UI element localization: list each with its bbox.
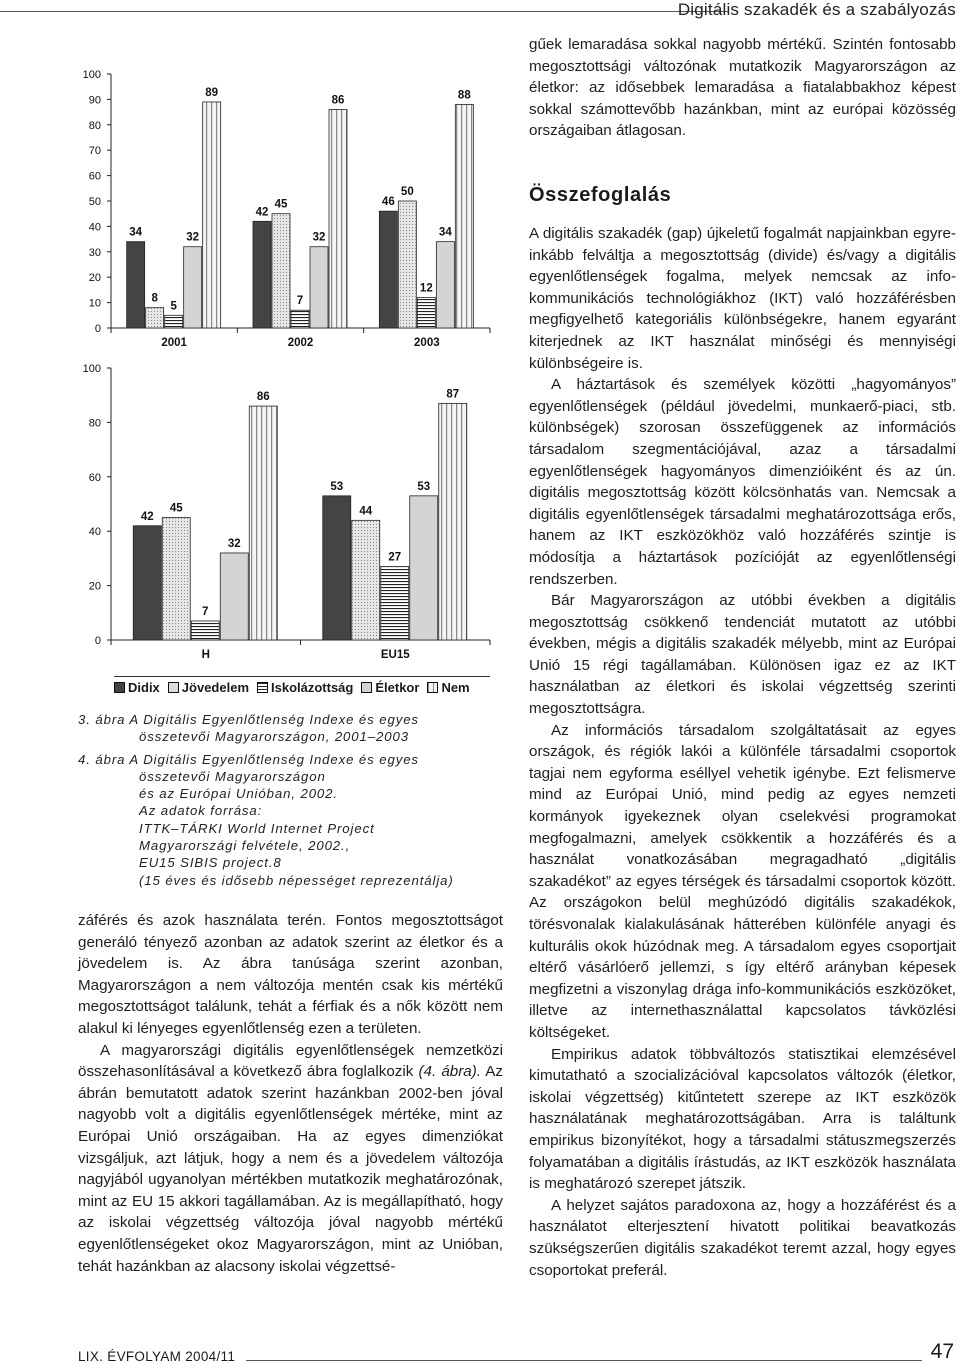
bar-value-label: 7 xyxy=(296,295,304,308)
section-title: Összefoglalás xyxy=(529,184,672,206)
group-label: 2003 xyxy=(414,337,440,349)
bar xyxy=(455,104,473,328)
y-tick-label: 60 xyxy=(88,471,101,484)
y-tick-label: 40 xyxy=(88,526,101,539)
figure-caption xyxy=(78,711,498,889)
caption-line: EU15 SIBIS project.8 xyxy=(139,855,282,871)
bar xyxy=(253,221,271,328)
page-number: 47 xyxy=(930,1340,954,1363)
bar xyxy=(146,308,164,328)
legend-swatch-iskolazottsag xyxy=(257,682,268,693)
bar-value-label: 27 xyxy=(388,551,402,564)
bar-value-label: 32 xyxy=(227,537,241,550)
right-text-column xyxy=(529,223,956,1281)
paragraph: A helyzet sajátos paradoxona az, hogy a hozzáférést és a használatot elterjesztení hivatott politikai beavatkozás szükségszerűen digitális szakadékot teremt azzal, hogy egyes csoportokat preferál. xyxy=(529,1196,956,1279)
bar xyxy=(249,406,277,640)
paragraph: Empirikus adatok többváltozós statisztikai elemzésével kimutatható a szocializációval kapcsolatos változók (életkor, iskolai végzettség) kitűntetett szerepe az IKT eszközök használatának meghatározottságában. Arra is találtunk empirikus bizonyítékot, hogy a társadalmi státuszmegszerzés folyamatában a digitális írástudás, az IKT eszközök használata is meghatározó szerepet játszik. xyxy=(529,1045,956,1193)
bar-value-label: 12 xyxy=(419,282,433,295)
bar-value-label: 8 xyxy=(151,292,158,305)
left-text-column xyxy=(78,910,503,1277)
paragraph: A digitális szakadék (gap) újkeletű fogalmát napjainkban egyre-inkább felváltja a megosztottság (divide) és/vagy a digitális egyenlőtlenségek fogalma, melyek nemcsak az info-kommunikációs technológiákhoz (IKT) való hozzáférésben megfigyelhető kategoriális különbségekre, hanem egyaránt kiterjednek az IKT használat minőségi és mennyiségi különbségeire is. xyxy=(529,225,956,372)
y-tick-label: 10 xyxy=(88,297,101,310)
bar xyxy=(127,242,145,328)
caption-line: ITTK–TÁRKI World Internet Project xyxy=(139,820,375,836)
group-label: H xyxy=(201,649,210,661)
bar-value-label: 44 xyxy=(359,505,373,518)
running-head-title: Digitális szakadék és a szabályozás xyxy=(677,0,956,19)
paragraph-text: Az ábrán bemutatott adatok szerint hazánkban 2002-ben jóval nagyobb volt a digitális egyenlőtlenségek mértéke, mint az Európai Unió országaiban. Ha az egyes dimenziókat vizsgáljuk, azt látjuk, hogy a nem és a jövedelem változója nagyjából ugyanolyan mértékben mutatkozik meghatározónak, mint az EU 15 akkori tagállamában. Az is megállapítható, hogy az iskolai végzettség változója jóval nagyobb mértékű egyenlőtlenségeket okoz Magyarországon, mint az Unióban, tehát hazánkban az alacsony iskolai végzettsé- xyxy=(78,1063,503,1275)
legend-item-nem xyxy=(427,680,469,695)
bar xyxy=(165,315,183,328)
bar-value-label: 32 xyxy=(186,231,200,244)
caption-line: 3. ábra A Digitális Egyenlőtlenség Indexe és egyes xyxy=(78,712,419,727)
y-tick-label: 0 xyxy=(94,323,101,335)
bar-value-label: 88 xyxy=(457,89,471,102)
y-tick-label: 100 xyxy=(82,69,101,81)
legend-label-nem: Nem xyxy=(441,679,470,695)
y-tick-label: 80 xyxy=(88,119,101,132)
bar xyxy=(329,110,347,328)
paragraph-text: A magyarországi digitális egyenlőtlenségek nemzetközi összehasonlításával a következő ábra foglalkozik xyxy=(78,1041,503,1081)
y-tick-label: 20 xyxy=(88,580,101,593)
figure-reference: (4. ábra). xyxy=(418,1063,481,1081)
running-head xyxy=(0,0,960,26)
y-tick-label: 60 xyxy=(88,170,101,183)
y-tick-label: 30 xyxy=(88,246,101,259)
bar xyxy=(417,298,435,328)
y-tick-label: 40 xyxy=(88,221,101,234)
bar xyxy=(291,310,309,328)
bar-value-label: 34 xyxy=(129,226,143,239)
legend-item-didix xyxy=(114,680,160,695)
bar-value-label: 42 xyxy=(255,206,269,219)
bar xyxy=(310,247,328,328)
caption-line: összetevői Magyarországon xyxy=(139,768,326,784)
bar-value-label: 86 xyxy=(331,94,345,107)
running-head-rule xyxy=(0,11,728,12)
legend-swatch-didix xyxy=(114,682,125,693)
caption-line: és az Európai Unióban, 2002. xyxy=(139,786,338,802)
bar xyxy=(381,567,409,640)
legend-swatch-nem xyxy=(427,682,438,693)
group-label: 2001 xyxy=(161,337,187,349)
bar xyxy=(398,201,416,328)
y-tick-label: 80 xyxy=(88,417,101,430)
figure-charts xyxy=(76,62,492,704)
bar xyxy=(379,211,397,328)
right-text-intro xyxy=(529,34,956,142)
legend-item-eletkor xyxy=(361,680,419,695)
bar-value-label: 7 xyxy=(202,605,209,618)
y-tick-label: 100 xyxy=(82,363,101,375)
bar-value-label: 86 xyxy=(256,391,270,404)
bar xyxy=(436,242,454,328)
paragraph: gűek lemaradása sokkal nagyobb mértékű. Szintén fontosabb megosztottsági változónak mutatkozik Magyarországon az életkor: az idősebbek lemaradása a fiatalabbakhoz képest sokkal számottevőbb hazánkban, mint az európai közösség országaiban átlagosan. xyxy=(529,36,956,140)
paragraph xyxy=(78,1040,503,1278)
bar xyxy=(184,247,202,328)
bar-value-label: 89 xyxy=(205,86,219,99)
bar-charts-svg xyxy=(76,62,492,704)
bar-value-label: 5 xyxy=(170,300,177,313)
bar xyxy=(439,403,467,640)
paragraph: záférés és azok használata terén. Fontos megosztottságot generáló tényező azonban az adatok szerint az életkor és a jövedelem is. Az ábra tanúsága szerint azonban, Magyarországon a nem változója mentén csak kis mértékű megosztottságot találunk, tehát a férfiak és a nők között nem alakul ki lényeges egyenlőtlenség ezen a területen. xyxy=(78,912,503,1037)
footer-journal: LIX. ÉVFOLYAM 2004/11 xyxy=(78,1349,236,1364)
caption-line: Az adatok forrása: xyxy=(139,803,263,819)
bar-value-label: 45 xyxy=(169,502,183,515)
legend-label-didix: Didix xyxy=(128,679,160,695)
legend-swatch-eletkor xyxy=(361,682,372,693)
paragraph: Az információs társadalom szolgáltatásait az egyes országok, és régiók lakói a különféle társadalmi csoportok tagjai nem egyforma eséllyel vehetik igénybe. Ezt felismerve mind az Európai Unió, mind pedig az egyes nemzeti kormányok igyekeznek olyan cselekvési programokat megfogalmazni, amelyek csökkentik a hozzáférés és a használat vonatkozásában megragadható „digitális szakadékot” az egyes térségek és társadalmi csoportok között. Az országokon belül meghúzódó digitális szakadékok, törésvonalak kialakulásának hátterében különféle anyagi és kulturális okok húzódnak meg. A társadalom egyes csoportjait eltérő vásárlóerő jellemzi, s így eltérő arányban képesek megfizetni a viszonylag drága info-kommunikációs eszközöket, illetve az internethasználattal kapcsolatos távközlési költségeket. xyxy=(529,721,956,1041)
y-tick-label: 0 xyxy=(94,635,101,647)
bar-value-label: 53 xyxy=(417,480,431,493)
group-label: 2002 xyxy=(287,337,314,349)
bar-value-label: 42 xyxy=(140,510,154,523)
caption-line: Magyarországi felvétele, 2002., xyxy=(139,838,351,854)
bar xyxy=(272,214,290,328)
caption-line: (15 éves és idősebb népességet reprezentálja) xyxy=(139,872,454,888)
y-tick-label: 50 xyxy=(88,196,101,208)
bar-value-label: 34 xyxy=(438,226,452,239)
y-tick-label: 20 xyxy=(88,272,101,285)
bar xyxy=(162,518,190,640)
legend-label-iskolazottsag: Iskolázottság xyxy=(271,679,354,695)
bar-value-label: 87 xyxy=(446,388,460,401)
paragraph: Bár Magyarországon az utóbbi években a digitális megosztottság csökkenő tendenciát mutatott az utóbbi években, mégis a digitális szakadék mélyebb, mint az Európai Unió 15 régi tagállamában. Különösen igaz ez az IKT használatban az életkori és iskolai végzettség szerinti megosztottságra. xyxy=(529,592,956,718)
bar xyxy=(220,553,248,640)
group-label: EU15 xyxy=(380,649,410,661)
bar xyxy=(323,496,351,640)
chart-legend xyxy=(114,676,490,697)
bar xyxy=(410,496,438,640)
footer-rule xyxy=(246,1360,922,1361)
bar-value-label: 50 xyxy=(400,186,414,198)
legend-item-jovedelem xyxy=(168,680,249,695)
caption-line: 4. ábra A Digitális Egyenlőtlenség Indexe és egyes xyxy=(78,751,419,767)
bar-value-label: 53 xyxy=(330,480,344,493)
bar-value-label: 46 xyxy=(381,196,395,209)
legend-label-jovedelem: Jövedelem xyxy=(181,679,249,695)
y-tick-label: 70 xyxy=(88,145,101,158)
bar xyxy=(133,526,161,640)
bar xyxy=(191,621,219,640)
bar xyxy=(203,102,221,328)
bar xyxy=(352,520,380,640)
bar-value-label: 45 xyxy=(274,198,288,211)
y-tick-label: 90 xyxy=(88,94,101,107)
legend-swatch-jovedelem xyxy=(168,682,179,693)
caption-line: összetevői Magyarországon, 2001–2003 xyxy=(139,729,409,745)
paragraph: A háztartások és személyek közötti „hagyományos” egyenlőtlenségek (például jövedelmi, munkaerő-piaci, stb. különbségek) szorosan összefüggenek az információs társadalom szegmentációjával, azaz a társadalmi egyenlőtlenségek hagyományos dimenzióiként és az ún. digitális megosztottság között kölcsönhatás van. Nemcsak a digitális egyenlőtlenségek társadalmi meghatározottsága erős, hanem az IKT eszközökhöz való hozzáférés szintje is módosítja a háztartások pozícióját az egyenlőtlenségi rendszerben. xyxy=(529,376,956,588)
legend-item-iskolazottsag xyxy=(257,680,353,695)
legend-label-eletkor: Életkor xyxy=(375,679,420,695)
bar-value-label: 32 xyxy=(312,231,326,244)
